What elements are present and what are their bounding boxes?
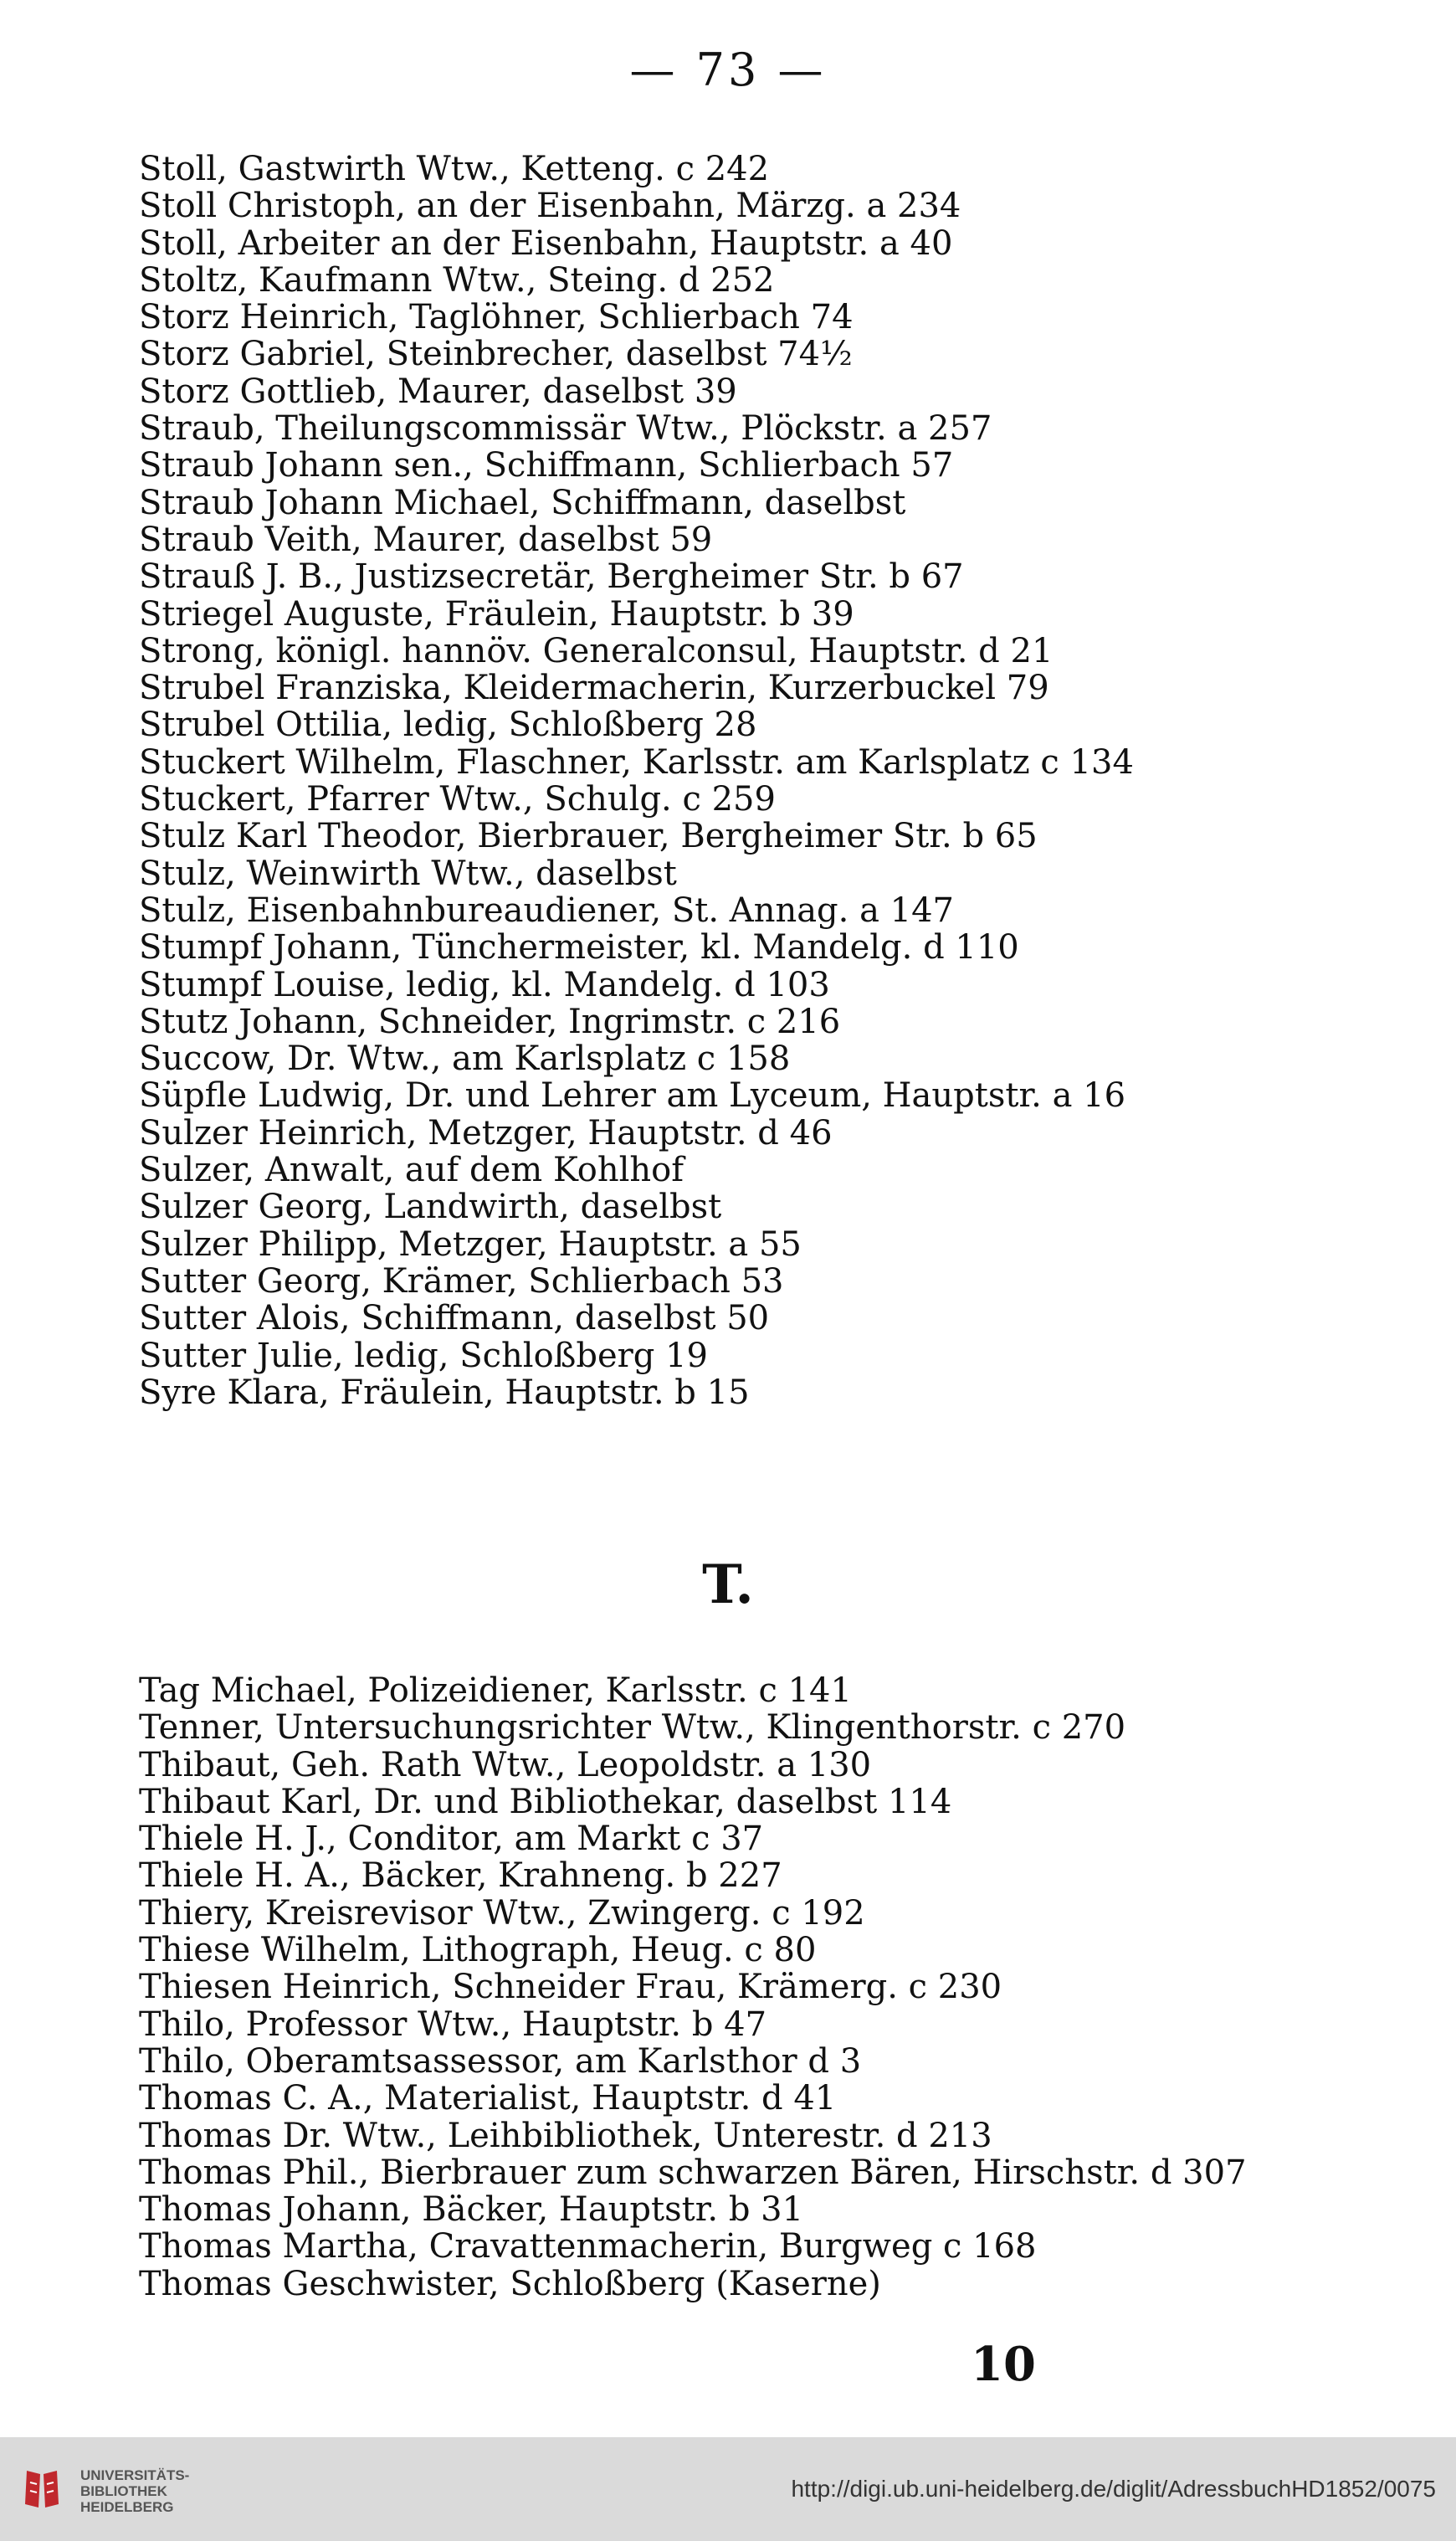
directory-entry: Thibaut, Geh. Rath Wtw., Leopoldstr. a 130 — [139, 1746, 872, 1784]
directory-entry: Sulzer, Anwalt, auf dem Kohlhof — [139, 1152, 684, 1189]
directory-entry: Stumpf Louise, ledig, kl. Mandelg. d 103 — [139, 966, 830, 1004]
directory-entry: Straub Johann sen., Schiffmann, Schlierbach 57 — [139, 447, 954, 485]
directory-entry: Stumpf Johann, Tünchermeister, kl. Mandelg. d 110 — [139, 929, 1019, 967]
directory-entry: Thilo, Professor Wtw., Hauptstr. b 47 — [139, 2005, 767, 2043]
directory-entry: Stutz Johann, Schneider, Ingrimstr. c 216 — [139, 1003, 841, 1041]
directory-entry: Thiele H. A., Bäcker, Krahneng. b 227 — [139, 1857, 782, 1895]
directory-entry: Stulz, Eisenbahnbureaudiener, St. Annag. a 147 — [139, 891, 955, 930]
directory-entry: Thiele H. J., Conditor, am Markt c 37 — [139, 1820, 764, 1858]
directory-entry: Striegel Auguste, Fräulein, Hauptstr. b 39 — [139, 595, 854, 633]
library-name-line: UNIVERSITÄTS- — [80, 2467, 190, 2483]
directory-entry: Süpfle Ludwig, Dr. und Lehrer am Lyceum, Hauptstr. a 16 — [139, 1077, 1126, 1115]
page-number: — 73 — — [629, 44, 827, 96]
directory-entry: Thibaut Karl, Dr. und Bibliothekar, daselbst 114 — [139, 1783, 952, 1821]
directory-entry: Succow, Dr. Wtw., am Karlsplatz c 158 — [139, 1040, 791, 1078]
directory-entry: Stoll Christoph, an der Eisenbahn, Märzg. a 234 — [139, 187, 961, 225]
directory-entry: Sutter Julie, ledig, Schloßberg 19 — [139, 1337, 708, 1374]
library-name — [80, 2467, 189, 2515]
directory-entry: Sulzer Heinrich, Metzger, Hauptstr. d 46 — [139, 1114, 833, 1152]
entries-list-s — [139, 151, 1344, 1411]
directory-entry: Stuckert, Pfarrer Wtw., Schulg. c 259 — [139, 781, 776, 819]
directory-entry: Straub Johann Michael, Schiffmann, daselbst — [139, 484, 906, 521]
directory-entry: Strubel Ottilia, ledig, Schloßberg 28 — [139, 706, 757, 744]
directory-entry: Thomas C. A., Materialist, Hauptstr. d 41 — [139, 2080, 837, 2118]
library-name-line: BIBLIOTHEK — [80, 2483, 167, 2499]
directory-entry: Sulzer Georg, Landwirth, daselbst — [139, 1188, 722, 1226]
directory-entry: Sulzer Philipp, Metzger, Hauptstr. a 55 — [139, 1225, 802, 1263]
directory-entry: Stoll, Arbeiter an der Eisenbahn, Hauptstr. a 40 — [139, 224, 953, 262]
signature-mark: 10 — [971, 2337, 1036, 2392]
directory-entry: Thomas Geschwister, Schloßberg (Kaserne) — [139, 2265, 881, 2303]
directory-entry: Stoll, Gastwirth Wtw., Ketteng. c 242 — [139, 151, 770, 188]
directory-entry: Stoltz, Kaufmann Wtw., Steing. d 252 — [139, 261, 775, 300]
library-logo-icon — [18, 2466, 65, 2513]
directory-entry: Thomas Phil., Bierbrauer zum schwarzen Bären, Hirschstr. d 307 — [139, 2153, 1247, 2192]
directory-entry: Strong, königl. hannöv. Generalconsul, Hauptstr. d 21 — [139, 632, 1054, 670]
directory-entry: Syre Klara, Fräulein, Hauptstr. b 15 — [139, 1373, 750, 1412]
directory-entry: Storz Gottlieb, Maurer, daselbst 39 — [139, 372, 737, 411]
section-letter: T. — [702, 1553, 754, 1616]
directory-entry: Tag Michael, Polizeidiener, Karlsstr. c 141 — [139, 1672, 852, 1710]
directory-entry: Thomas Martha, Cravattenmacherin, Burgweg c 168 — [139, 2228, 1037, 2266]
library-name-line: HEIDELBERG — [80, 2499, 174, 2515]
directory-entry: Storz Gabriel, Steinbrecher, daselbst 74½ — [139, 336, 853, 373]
directory-entry: Sutter Alois, Schiffmann, daselbst 50 — [139, 1300, 770, 1337]
directory-entry: Thiesen Heinrich, Schneider Frau, Krämerg. c 230 — [139, 1969, 1002, 2006]
entries-list-t — [139, 1672, 1344, 2302]
directory-entry: Strubel Franziska, Kleidermacherin, Kurzerbuckel 79 — [139, 670, 1049, 707]
directory-entry: Thomas Dr. Wtw., Leihbibliothek, Unterestr. d 213 — [139, 2117, 992, 2154]
directory-entry: Tenner, Untersuchungsrichter Wtw., Klingenthorstr. c 270 — [139, 1709, 1126, 1747]
directory-entry: Strauß J. B., Justizsecretär, Bergheimer Str. b 67 — [139, 558, 964, 596]
directory-entry: Thiery, Kreisrevisor Wtw., Zwingerg. c 192 — [139, 1894, 865, 1933]
directory-entry: Thilo, Oberamtsassessor, am Karlsthor d 3 — [139, 2042, 862, 2081]
directory-entry: Thiese Wilhelm, Lithograph, Heug. c 80 — [139, 1932, 817, 1969]
directory-entry: Stulz Karl Theodor, Bierbrauer, Bergheimer Str. b 65 — [139, 818, 1038, 855]
directory-entry: Straub Veith, Maurer, daselbst 59 — [139, 521, 713, 559]
directory-entry: Stuckert Wilhelm, Flaschner, Karlsstr. am Karlsplatz c 134 — [139, 743, 1134, 782]
directory-entry: Storz Heinrich, Taglöhner, Schlierbach 74 — [139, 299, 854, 336]
directory-entry: Sutter Georg, Krämer, Schlierbach 53 — [139, 1262, 784, 1301]
source-url[interactable]: http://digi.ub.uni-heidelberg.de/diglit/AdressbuchHD1852/0075 — [791, 2476, 1436, 2502]
directory-entry: Straub, Theilungscommissär Wtw., Plöckstr. a 257 — [139, 410, 992, 448]
directory-entry: Stulz, Weinwirth Wtw., daselbst — [139, 855, 677, 892]
footer-bar — [0, 2437, 1456, 2541]
directory-entry: Thomas Johann, Bäcker, Hauptstr. b 31 — [139, 2191, 804, 2229]
